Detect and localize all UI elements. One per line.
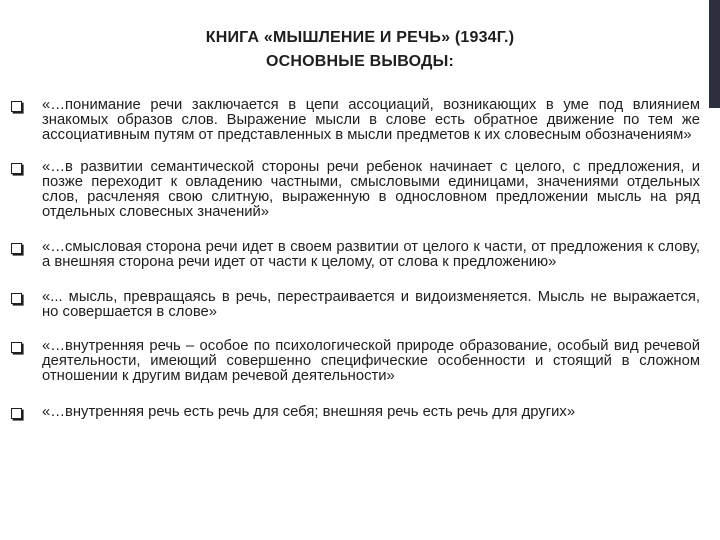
conclusions-list xyxy=(10,98,700,420)
checkbox-bullet-icon xyxy=(11,243,22,254)
list-item-text: «... мысль, превращаясь в речь, перестраивается и видоизменяется. Мысль не выражается, но совершается в слове» xyxy=(42,289,700,320)
list-item xyxy=(10,405,700,420)
slide-title-line-2: ОСНОВНЫЕ ВЫВОДЫ: xyxy=(265,53,455,70)
list-item-text: «…внутренняя речь есть речь для себя; внешняя речь есть речь для других» xyxy=(42,404,576,420)
checkbox-bullet-icon xyxy=(11,101,22,112)
list-item xyxy=(10,290,700,320)
slide-title xyxy=(0,26,720,74)
list-item-text: «…внутренняя речь – особое по психологической природе образование, особый вид речевой деятельности, имеющий совершенно специфические особенности и стоящий в сложном отношении к другим видам речевой деятельности» xyxy=(42,338,700,384)
list-item xyxy=(10,98,700,143)
list-item-text: «…понимание речи заключается в цепи ассоциаций, возникающих в уме под влиянием знакомых образов слов. Выражение мысли в слове есть обратное движение по тем же ассоциативным путям от представленных в мысли предметов к их словесным обозначениям» xyxy=(42,97,700,143)
checkbox-bullet-icon xyxy=(11,163,22,174)
list-item-text: «…в развитии семантической стороны речи ребенок начинает с целого, с предложения, и позже переходит к овладению частными, смысловыми единицами, значениями отдельных слов, расчленяя свою слитную, выраженную в однословном предложении мысль на ряд отдельных словесных значений» xyxy=(42,159,700,220)
list-item xyxy=(10,339,700,384)
list-item xyxy=(10,240,700,270)
checkbox-bullet-icon xyxy=(11,342,22,353)
list-item-text: «…смысловая сторона речи идет в своем развитии от целого к части, от предложения к слову, а внешняя сторона речи идет от части к целому, от слова к предложению» xyxy=(42,239,700,270)
slide-title-line-1: КНИГА «МЫШЛЕНИЕ И РЕЧЬ» (1934Г.) xyxy=(205,29,515,46)
list-item xyxy=(10,160,700,220)
checkbox-bullet-icon xyxy=(11,408,22,419)
checkbox-bullet-icon xyxy=(11,293,22,304)
